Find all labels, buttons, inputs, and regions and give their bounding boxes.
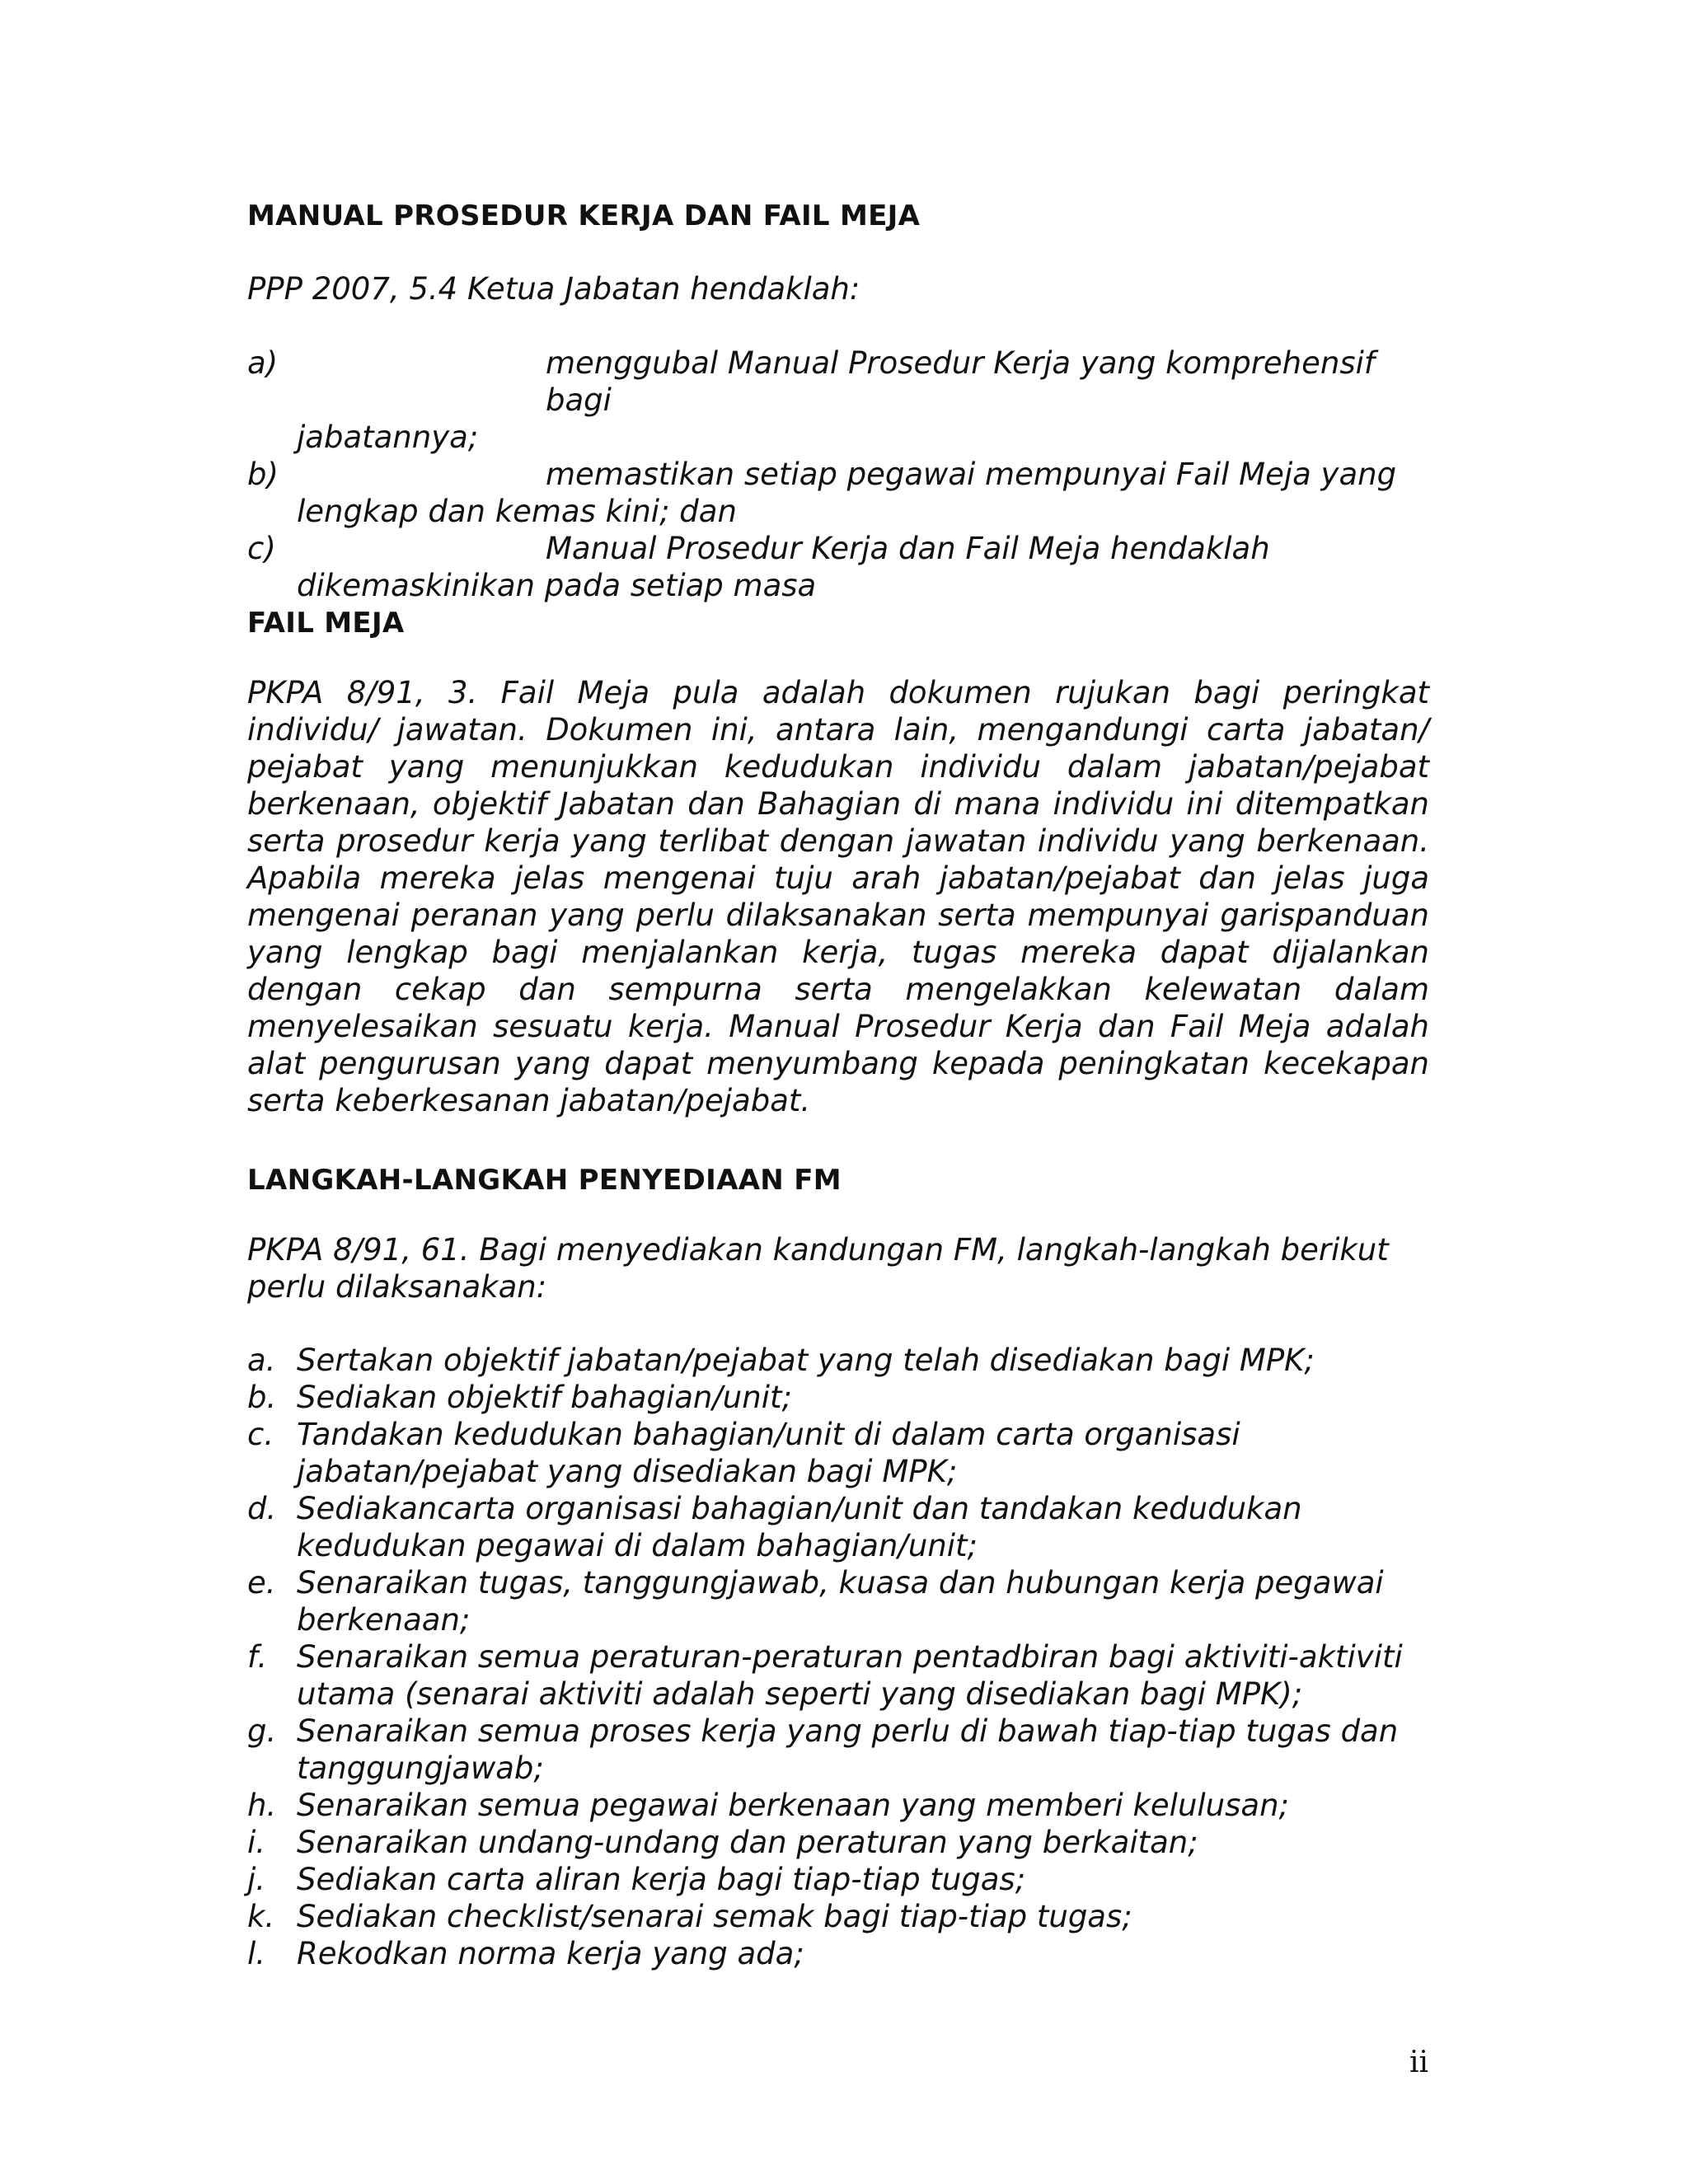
list-item-text: Sediakan carta aliran kerja bagi tiap-tiap tugas; [297,1862,1026,1897]
list-marker: c) [247,531,276,566]
list-marker: b) [247,457,279,492]
list-marker: g. [247,1713,277,1749]
langkah-item-b [247,1379,1451,1416]
list-marker: k. [247,1899,275,1934]
list-item-text: Senaraikan semua pegawai berkenaan yang memberi kelulusan; [297,1788,1289,1823]
list-item-text: Senaraikan semua proses kerja yang perlu di bawah tiap-tiap tugas dan tanggungjawab; [297,1713,1399,1786]
langkah-item-j [247,1861,1451,1898]
duty-item-a [247,344,1442,456]
list-marker: d. [247,1491,277,1526]
list-marker: a) [247,345,279,381]
langkah-item-k [247,1898,1451,1935]
list-marker: i. [247,1825,266,1860]
list-item-text: Sediakan objektif bahagian/unit; [297,1380,792,1415]
page-number: ii [1409,2046,1429,2079]
section3-intro: PKPA 8/91, 61. Bagi menyediakan kandungan FM, langkah-langkah berikut perlu dilaksanakan: [247,1232,1389,1305]
langkah-item-g [247,1713,1451,1787]
list-item-text: Senaraikan undang-undang dan peraturan yang berkaitan; [297,1825,1198,1860]
langkah-list [247,1342,1451,1972]
section-title-langkah-penyediaan: LANGKAH-LANGKAH PENYEDIAAN FM [247,1164,842,1197]
section-title-fail-meja: FAIL MEJA [247,607,405,640]
langkah-item-d [247,1490,1451,1564]
langkah-item-f [247,1638,1451,1713]
list-item-text: Rekodkan norma kerja yang ada; [297,1936,804,1971]
list-item-text-continued: dikemaskinikan pada setiap masa [297,568,817,603]
list-marker: f. [247,1639,268,1675]
langkah-item-i [247,1824,1451,1861]
section-title-manual-prosedur: MANUAL PROSEDUR KERJA DAN FAIL MEJA [247,199,921,232]
list-marker: e. [247,1565,276,1601]
langkah-item-a [247,1342,1451,1379]
list-marker: l. [247,1936,266,1971]
ketua-jabatan-duty-list [247,344,1442,604]
duty-item-b [247,456,1442,530]
list-item-text: Manual Prosedur Kerja dan Fail Meja hendaklah [546,531,1270,566]
list-marker: j. [247,1862,266,1897]
list-marker: h. [247,1788,277,1823]
list-item-text: menggubal Manual Prosedur Kerja yang komprehensif bagi [546,345,1375,418]
list-item-text: Senaraikan tugas, tanggungjawab, kuasa dan hubungan kerja pegawai berkenaan; [297,1565,1384,1638]
list-item-text-continued: jabatannya; [297,419,479,455]
duty-item-c [247,530,1442,604]
langkah-item-c [247,1416,1451,1490]
list-item-text: Tandakan kedudukan bahagian/unit di dalam carta organisasi jabatan/pejabat yang disediakan bagi MPK; [297,1417,1240,1489]
list-item-text-continued: lengkap dan kemas kini; dan [297,494,737,529]
list-item-text: Sediakancarta organisasi bahagian/unit dan tandakan kedudukan kedudukan pegawai di dalam bahagian/unit; [297,1491,1302,1563]
list-item-text: memastikan setiap pegawai mempunyai Fail Meja yang [546,457,1397,492]
section1-intro: PPP 2007, 5.4 Ketua Jabatan hendaklah: [247,271,860,307]
list-marker: a. [247,1343,276,1378]
list-marker: c. [247,1417,274,1452]
fail-meja-paragraph: PKPA 8/91, 3. Fail Meja pula adalah dokumen rujukan bagi peringkat individu/ jawatan. Dokumen ini, antara lain, mengandungi carta jabatan/ pejabat yang menunjukkan kedudukan individu dalam jabatan/pejabat berkenaan, objektif Jabatan dan Bahagian di mana individu ini ditempatkan serta prosedur kerja yang terlibat dengan jawatan individu yang berkenaan. Apabila mereka jelas mengenai tuju arah jabatan/pejabat dan jelas juga mengenai peranan yang perlu dilaksanakan serta mempunyai garispanduan yang lengkap bagi menjalankan kerja, tugas mereka dapat dijalankan dengan cekap dan sempurna serta mengelakkan kelewatan dalam menyelesaikan sesuatu kerja. Manual Prosedur Kerja dan Fail Meja adalah alat pengurusan yang dapat menyumbang kepada peningkatan kecekapan serta keberkesanan jabatan/pejabat. [247,675,1429,1118]
langkah-item-l [247,1935,1451,1972]
langkah-item-e [247,1564,1451,1638]
list-item-text: Senaraikan semua peraturan-peraturan pentadbiran bagi aktiviti-aktiviti utama (senarai aktiviti adalah seperti yang disediakan bagi MPK); [297,1639,1403,1712]
list-item-text: Sediakan checklist/senarai semak bagi tiap-tiap tugas; [297,1899,1132,1934]
list-marker: b. [247,1380,277,1415]
langkah-item-h [247,1787,1451,1824]
list-item-text: Sertakan objektif jabatan/pejabat yang telah disediakan bagi MPK; [297,1343,1315,1378]
